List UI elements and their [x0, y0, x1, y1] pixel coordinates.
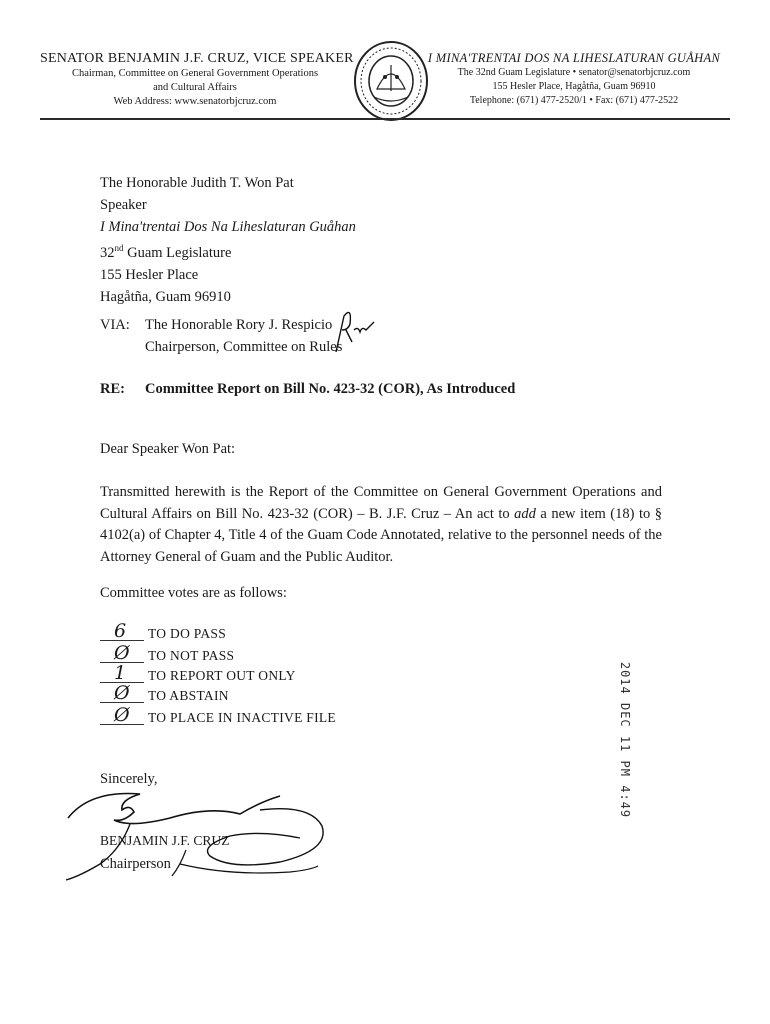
vote-row-report-out-only — [100, 662, 430, 688]
recipient-legislature — [100, 238, 356, 265]
vote-label: TO REPORT OUT ONLY — [148, 668, 296, 683]
legislature-rest: Guam Legislature — [123, 245, 232, 262]
letterhead-left — [40, 51, 354, 109]
vote-count: Ø — [114, 682, 130, 704]
vote-label: TO ABSTAIN — [148, 688, 229, 703]
recipient-name: The Honorable Judith T. Won Pat — [100, 175, 294, 191]
signer-title: Chairperson — [100, 856, 171, 872]
vote-label: TO PLACE IN INACTIVE FILE — [148, 710, 336, 725]
body-text-part-1: Transmitted herewith is the Report of the Committee on General Government Operations and Cultural Affairs on Bill No. 423-32 (COR) – B. J.F. Cruz – An act to — [100, 484, 662, 522]
re-label: RE: — [100, 381, 125, 397]
vote-row-inactive-file — [100, 704, 430, 730]
recipient-body: I Mina'trentai Dos Na Liheslaturan Guåhan — [100, 218, 356, 235]
re-subject: Committee Report on Bill No. 423-32 (COR), As Introduced — [145, 381, 516, 397]
letterhead-divider — [40, 118, 730, 120]
body-text-emphasis: add — [514, 505, 536, 522]
vote-label: TO DO PASS — [148, 626, 227, 641]
vote-count: Ø — [114, 642, 130, 664]
web-address: Web Address: www.senatorbjcruz.com — [113, 96, 277, 107]
vote-label: TO NOT PASS — [148, 648, 235, 663]
legislature-seal-icon — [352, 39, 430, 123]
votes-intro: Committee votes are as follows: — [100, 585, 287, 601]
legislature-email-line: The 32nd Guam Legislature • senator@senatorbjcruz.com — [457, 67, 691, 78]
legislature-address: 155 Hesler Place, Hagåtña, Guam 96910 — [492, 81, 656, 92]
received-stamp-text: 2014 DEC 11 PM 4:49 — [618, 661, 632, 819]
body-text-part-2: a new item (18) to § 4102(a) of Chapter 4, Title 4 of the Guam Code Annotated, relative to the personnel needs of the Attorney General of Guam and the Public Auditor. — [100, 505, 662, 565]
legislature-name: I MINA'TRENTAI DOS NA LIHESLATURAN GUÅHAN — [427, 51, 721, 65]
recipient-street: 155 Hesler Place — [100, 267, 199, 284]
recipient-address — [100, 173, 356, 309]
legislature-phone-fax: Telephone: (671) 477-2520/1 • Fax: (671) 477-2522 — [469, 95, 679, 106]
rules-chair-initials — [322, 300, 382, 358]
vote-row-abstain — [100, 682, 430, 708]
handwritten-signature — [60, 780, 360, 890]
vote-row-not-pass — [100, 642, 430, 668]
committee-chair-line: Chairman, Committee on General Government Operations — [71, 68, 319, 79]
legislature-ordinal: nd — [114, 243, 124, 254]
vote-row-do-pass — [100, 620, 430, 646]
vote-count: 1 — [114, 662, 127, 684]
vote-count: 6 — [114, 620, 127, 642]
committee-chair-line-2: and Cultural Affairs — [153, 82, 237, 93]
recipient-title: Speaker — [100, 196, 147, 213]
vote-count: Ø — [114, 704, 130, 726]
letterhead-right — [426, 51, 722, 108]
legislature-number: 32 — [100, 245, 115, 262]
received-stamp — [612, 640, 638, 840]
closing-sincerely: Sincerely, — [100, 771, 158, 787]
recipient-city: Hagåtña, Guam 96910 — [100, 288, 231, 305]
signer-name: BENJAMIN J.F. CRUZ — [100, 833, 230, 848]
via-title: Chairperson, Committee on Rules — [145, 339, 343, 355]
senator-name: SENATOR BENJAMIN J.F. CRUZ, VICE SPEAKER — [40, 51, 354, 66]
via-label: VIA: — [100, 317, 130, 333]
salutation: Dear Speaker Won Pat: — [100, 441, 236, 457]
body-paragraph — [100, 482, 662, 568]
via-name: The Honorable Rory J. Respicio — [145, 317, 333, 333]
